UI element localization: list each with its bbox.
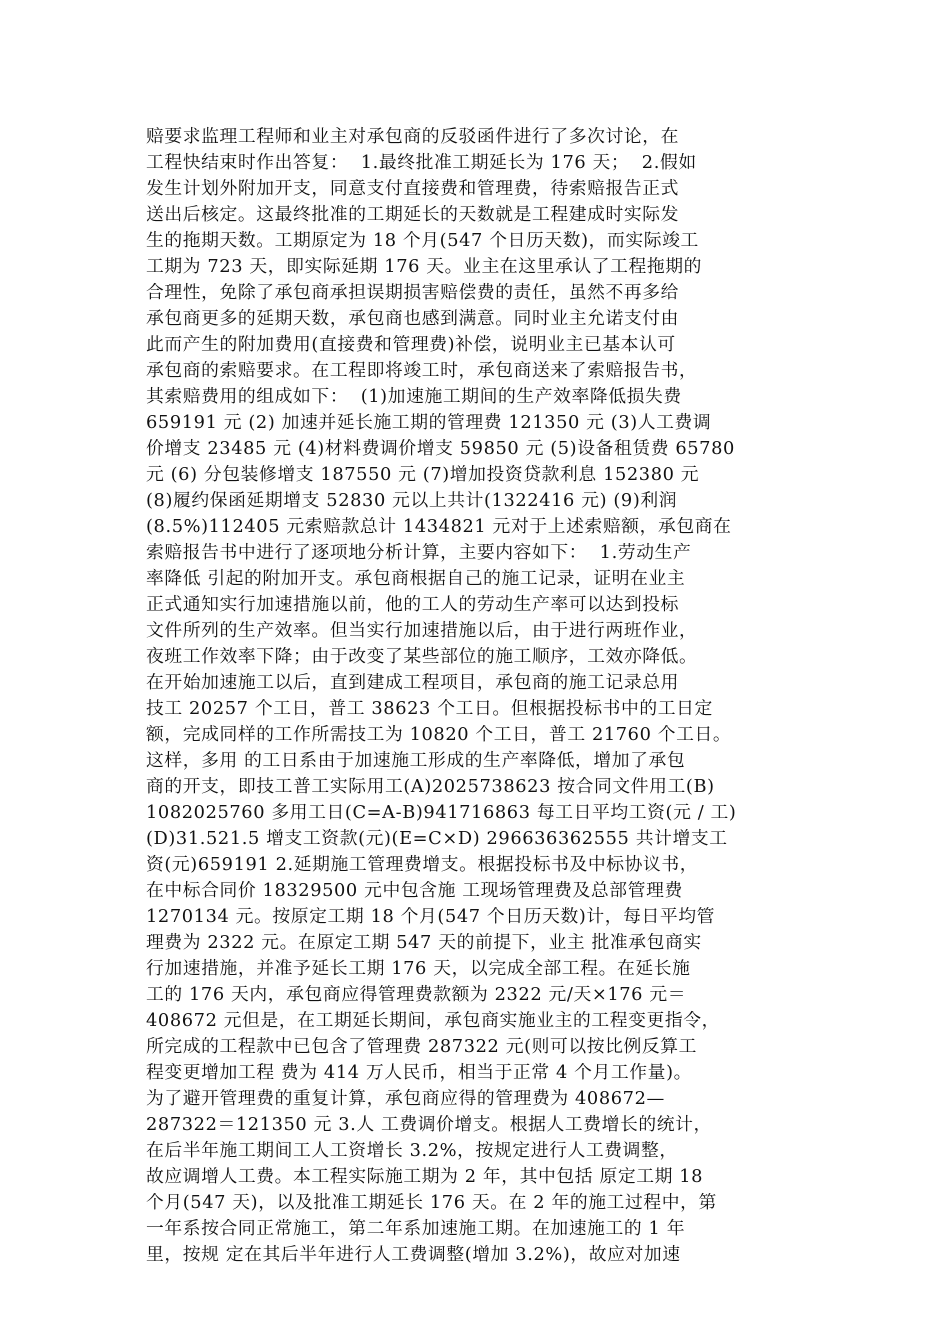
text-line: 资(元)659191 2.延期施工管理费增支。根据投标书及中标协议书， [146, 854, 699, 875]
text-line: 所完成的工程款中已包含了管理费 287322 元(则可以按比例反算工 [146, 1036, 698, 1057]
text-line: 个月(547 天)，以及批准工期延长 176 天。在 2 年的施工过程中，第 [146, 1192, 717, 1213]
text-line: (8)履约保函延期增支 52830 元以上共计(1322416 元) (9)利润 [146, 490, 678, 511]
text-line: (D)31.521.5 增支工资款(元)(E=C×D) 296636362555 共计增支工 [146, 828, 728, 849]
text-line: 赔要求监理工程师和业主对承包商的反驳函件进行了多次讨论，在 [146, 126, 680, 147]
text-line: 程变更增加工程 费为 414 万人民币，相当于正常 4 个月工作量)。 [146, 1062, 692, 1083]
text-line: 在后半年施工期间工人工资增长 3.2%，按规定进行人工费调整， [146, 1140, 678, 1161]
body-text [146, 124, 806, 1268]
text-line: 1082025760 多用工日(C=A-B)941716863 每工日平均工资(元 / 工) [146, 802, 737, 823]
text-line: 送出后核定。这最终批准的工期延长的天数就是工程建成时实际发 [146, 204, 680, 225]
text-line: 额，完成同样的工作所需技工为 10820 个工日，普工 21760 个工日。 [146, 724, 732, 745]
text-line: 工期为 723 天，即实际延期 176 天。业主在这里承认了工程拖期的 [146, 256, 703, 277]
text-line: 承包商更多的延期天数，承包商也感到满意。同时业主允诺支付由 [146, 308, 680, 329]
text-line: 生的拖期天数。工期原定为 18 个月(547 个日历天数)，而实际竣工 [146, 230, 699, 251]
text-line: 在中标合同价 18329500 元中包含施 工现场管理费及总部管理费 [146, 880, 683, 901]
text-line: 此而产生的附加费用(直接费和管理费)补偿，说明业主已基本认可 [146, 334, 676, 355]
text-line: 索赔报告书中进行了逐项地分析计算，主要内容如下： 1.劳动生产 [146, 542, 692, 563]
text-line: 理费为 2322 元。在原定工期 547 天的前提下，业主 批准承包商实 [146, 932, 702, 953]
text-line: 一年系按合同正常施工，第二年系加速施工期。在加速施工的 1 年 [146, 1218, 686, 1239]
text-line: 工程快结束时作出答复： 1.最终批准工期延长为 176 天； 2.假如 [146, 152, 697, 173]
text-line: 正式通知实行加速措施以前，他的工人的劳动生产率可以达到投标 [146, 594, 680, 615]
text-line: 元 (6) 分包装修增支 187550 元 (7)增加投资贷款利息 152380 元 [146, 464, 700, 485]
text-line: 在开始加速施工以后，直到建成工程项目，承包商的施工记录总用 [146, 672, 680, 693]
text-line: 技工 20257 个工日，普工 38623 个工日。但根据投标书中的工日定 [146, 698, 713, 719]
text-line: 承包商的索赔要求。在工程即将竣工时，承包商送来了索赔报告书， [146, 360, 698, 381]
text-line: 价增支 23485 元 (4)材料费调价增支 59850 元 (5)设备租赁费 65780 [146, 438, 735, 459]
text-line: 为了避开管理费的重复计算，承包商应得的管理费为 408672— [146, 1088, 665, 1109]
text-line: 工的 176 天内，承包商应得管理费款额为 2322 元/天×176 元＝ [146, 984, 687, 1005]
text-line: 合理性，免除了承包商承担误期损害赔偿费的责任，虽然不再多给 [146, 282, 680, 303]
text-line: 这样，多用 的工日系由于加速施工形成的生产率降低，增加了承包 [146, 750, 686, 771]
text-line: 发生计划外附加开支，同意支付直接费和管理费，待索赔报告正式 [146, 178, 680, 199]
text-line: 夜班工作效率下降；由于改变了某些部位的施工顺序，工效亦降低。 [146, 646, 698, 667]
text-line: 率降低 引起的附加开支。承包商根据自己的施工记录，证明在业主 [146, 568, 686, 589]
text-line: 659191 元 (2) 加速并延长施工期的管理费 121350 元 (3)人工费调 [146, 412, 712, 433]
text-line: (8.5%)112405 元索赔款总计 1434821 元对于上述索赔额，承包商在 [146, 516, 732, 537]
text-line: 行加速措施，并准予延长工期 176 天，以完成全部工程。在延长施 [146, 958, 691, 979]
text-line: 其索赔费用的组成如下： (1)加速施工期间的生产效率降低损失费 [146, 386, 682, 407]
text-line: 408672 元但是，在工期延长期间，承包商实施业主的工程变更指令， [146, 1010, 721, 1031]
text-line: 里，按规 定在其后半年进行人工费调整(增加 3.2%)，故应对加速 [146, 1244, 681, 1265]
text-line: 故应调增人工费。本工程实际施工期为 2 年，其中包括 原定工期 18 [146, 1166, 704, 1187]
text-line: 1270134 元。按原定工期 18 个月(547 个日历天数)计，每日平均管 [146, 906, 716, 927]
text-line: 文件所列的生产效率。但当实行加速措施以后，由于进行两班作业， [146, 620, 698, 641]
text-line: 商的开支，即技工普工实际用工(A)2025738623 按合同文件用工(B) [146, 776, 715, 797]
text-line: 287322＝121350 元 3.人 工费调价增支。根据人工费增长的统计， [146, 1114, 712, 1135]
